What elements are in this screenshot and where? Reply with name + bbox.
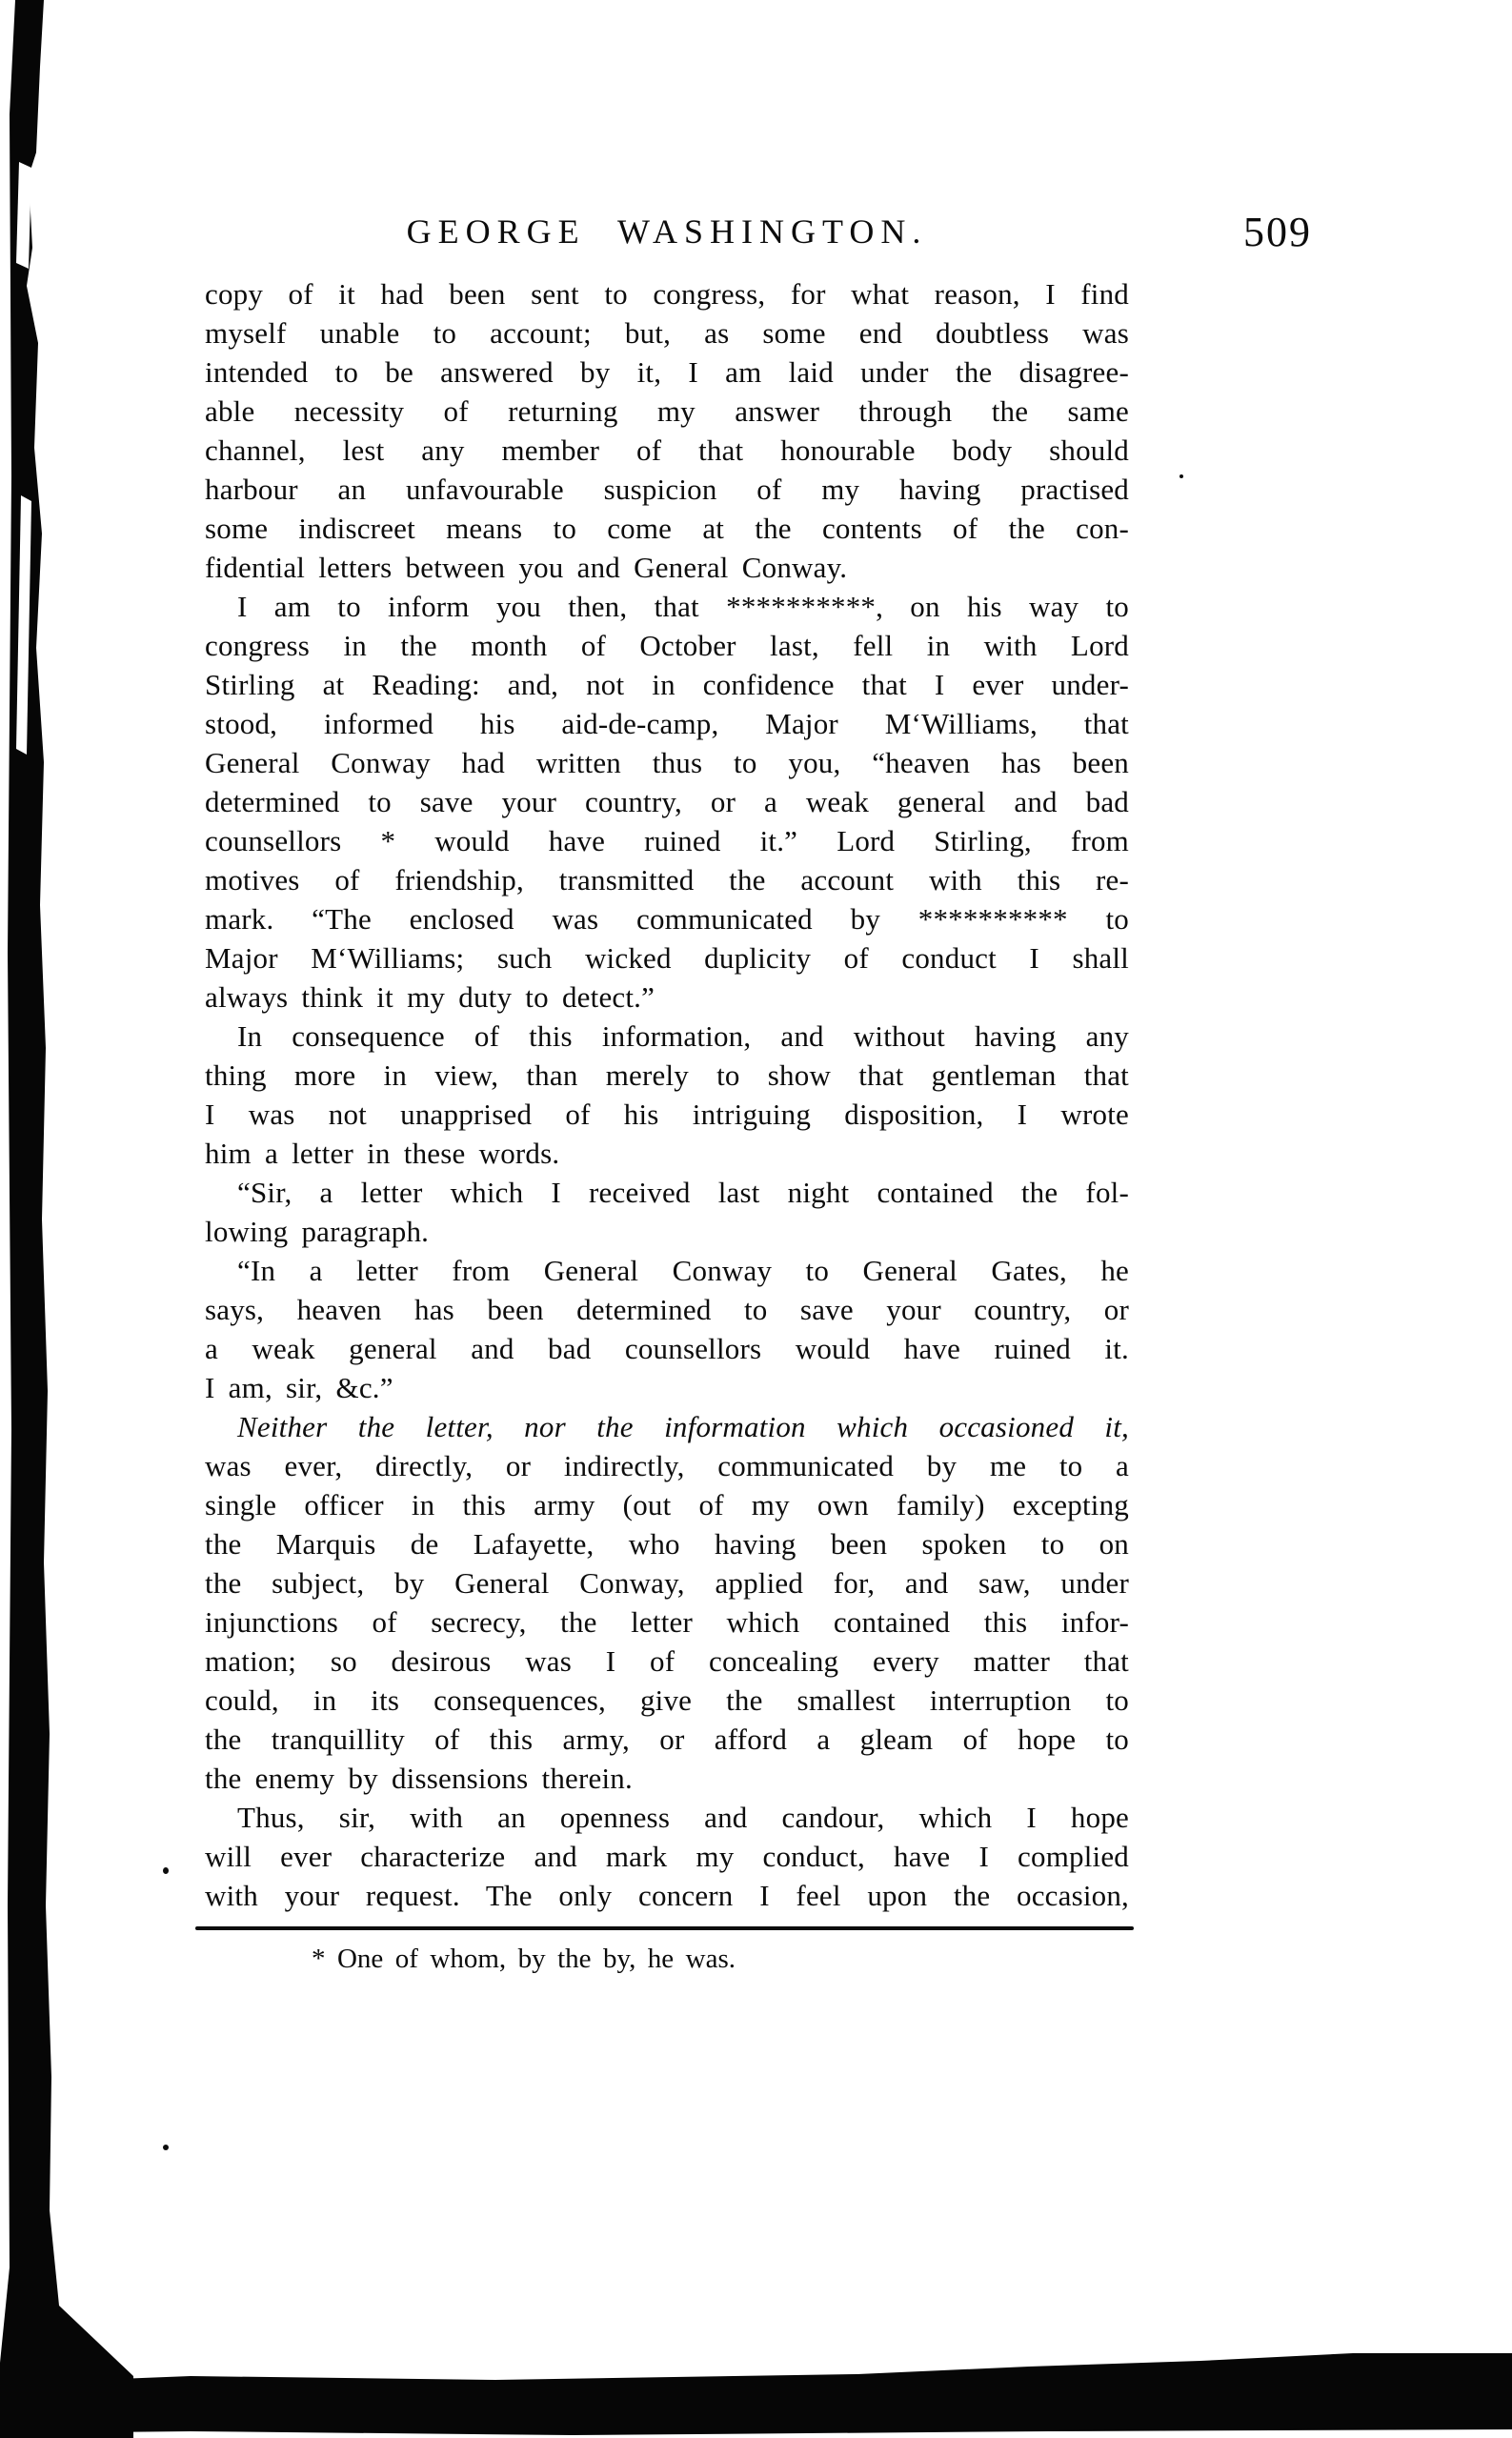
text-line: motives of friendship, transmitted the account with this re- xyxy=(205,863,1129,897)
scan-speck xyxy=(1179,474,1183,478)
text-line: In consequence of this information, and without having any xyxy=(237,1019,1129,1053)
text-line: Thus, sir, with an openness and candour, which I hope xyxy=(237,1801,1129,1834)
text-line: Neither the letter, nor the information which occasioned it, xyxy=(237,1410,1129,1443)
text-line: lowing paragraph. xyxy=(205,1215,430,1248)
text-line: stood, informed his aid-de-camp, Major M‘Williams, that xyxy=(205,707,1129,740)
text-line: copy of it had been sent to congress, for what reason, I find xyxy=(205,277,1129,311)
text-line: I was not unapprised of his intriguing disposition, I wrote xyxy=(205,1098,1129,1131)
text-line: thing more in view, than merely to show that gentleman that xyxy=(205,1058,1129,1092)
scan-speck xyxy=(163,1867,169,1874)
page-body xyxy=(205,274,1129,1915)
text-line: with your request. The only concern I feel upon the occasion, xyxy=(205,1879,1129,1912)
text-line: harbour an unfavourable suspicion of my having practised xyxy=(205,473,1129,506)
text-line: “Sir, a letter which I received last night contained the fol- xyxy=(237,1176,1129,1209)
scan-artifact-bottom-edge xyxy=(0,2353,1512,2435)
scan-speck xyxy=(163,2145,169,2150)
text-line: determined to save your country, or a weak general and bad xyxy=(205,785,1129,818)
text-line: Stirling at Reading: and, not in confidence that I ever under- xyxy=(205,668,1129,701)
text-line: always think it my duty to detect.” xyxy=(205,980,655,1014)
scan-artifact-left-edge xyxy=(0,0,133,2438)
text-line: the Marquis de Lafayette, who having been spoken to on xyxy=(205,1527,1129,1561)
text-line: the subject, by General Conway, applied for, and saw, under xyxy=(205,1566,1129,1600)
text-line: a weak general and bad counsellors would have ruined it. xyxy=(205,1332,1129,1365)
text-line: the tranquillity of this army, or afford a gleam of hope to xyxy=(205,1723,1129,1756)
text-line: General Conway had written thus to you, “heaven has been xyxy=(205,746,1129,779)
text-line: mark. “The enclosed was communicated by ********** to xyxy=(205,902,1129,936)
text-line: the enemy by dissensions therein. xyxy=(205,1762,633,1795)
text-line: intended to be answered by it, I am laid under the disagree- xyxy=(205,355,1129,389)
text-line: channel, lest any member of that honourable body should xyxy=(205,433,1129,467)
footnote-rule xyxy=(195,1926,1134,1930)
text-line: mation; so desirous was I of concealing every matter that xyxy=(205,1644,1129,1678)
page-number: 509 xyxy=(1243,209,1312,255)
text-line: I am to inform you then, that **********, on his way to xyxy=(237,590,1129,623)
text-line: “In a letter from General Conway to General Gates, he xyxy=(237,1254,1129,1287)
text-line: will ever characterize and mark my conduct, have I complied xyxy=(205,1840,1129,1873)
text-line: him a letter in these words. xyxy=(205,1137,560,1170)
text-line: fidential letters between you and General Conway. xyxy=(205,551,848,584)
text-line: was ever, directly, or indirectly, communicated by me to a xyxy=(205,1449,1129,1482)
page-header xyxy=(205,212,1129,257)
text-line: says, heaven has been determined to save your country, or xyxy=(205,1293,1129,1326)
text-line: injunctions of secrecy, the letter which contained this infor- xyxy=(205,1605,1129,1639)
text-line: single officer in this army (out of my own family) excepting xyxy=(205,1488,1129,1521)
text-line: could, in its consequences, give the smallest interruption to xyxy=(205,1683,1129,1717)
text-line: I am, sir, &c.” xyxy=(205,1371,393,1404)
text-line: Major M‘Williams; such wicked duplicity of conduct I shall xyxy=(205,941,1129,975)
text-line: some indiscreet means to come at the contents of the con- xyxy=(205,512,1129,545)
text-line: myself unable to account; but, as some end doubtless was xyxy=(205,316,1129,350)
text-line: congress in the month of October last, fell in with Lord xyxy=(205,629,1129,662)
text-line: counsellors * would have ruined it.” Lord Stirling, from xyxy=(205,824,1129,857)
text-line: able necessity of returning my answer through the same xyxy=(205,394,1129,428)
footnote: * One of whom, by the by, he was. xyxy=(312,1944,736,1974)
running-head: GEORGE WASHINGTON. xyxy=(406,212,928,251)
